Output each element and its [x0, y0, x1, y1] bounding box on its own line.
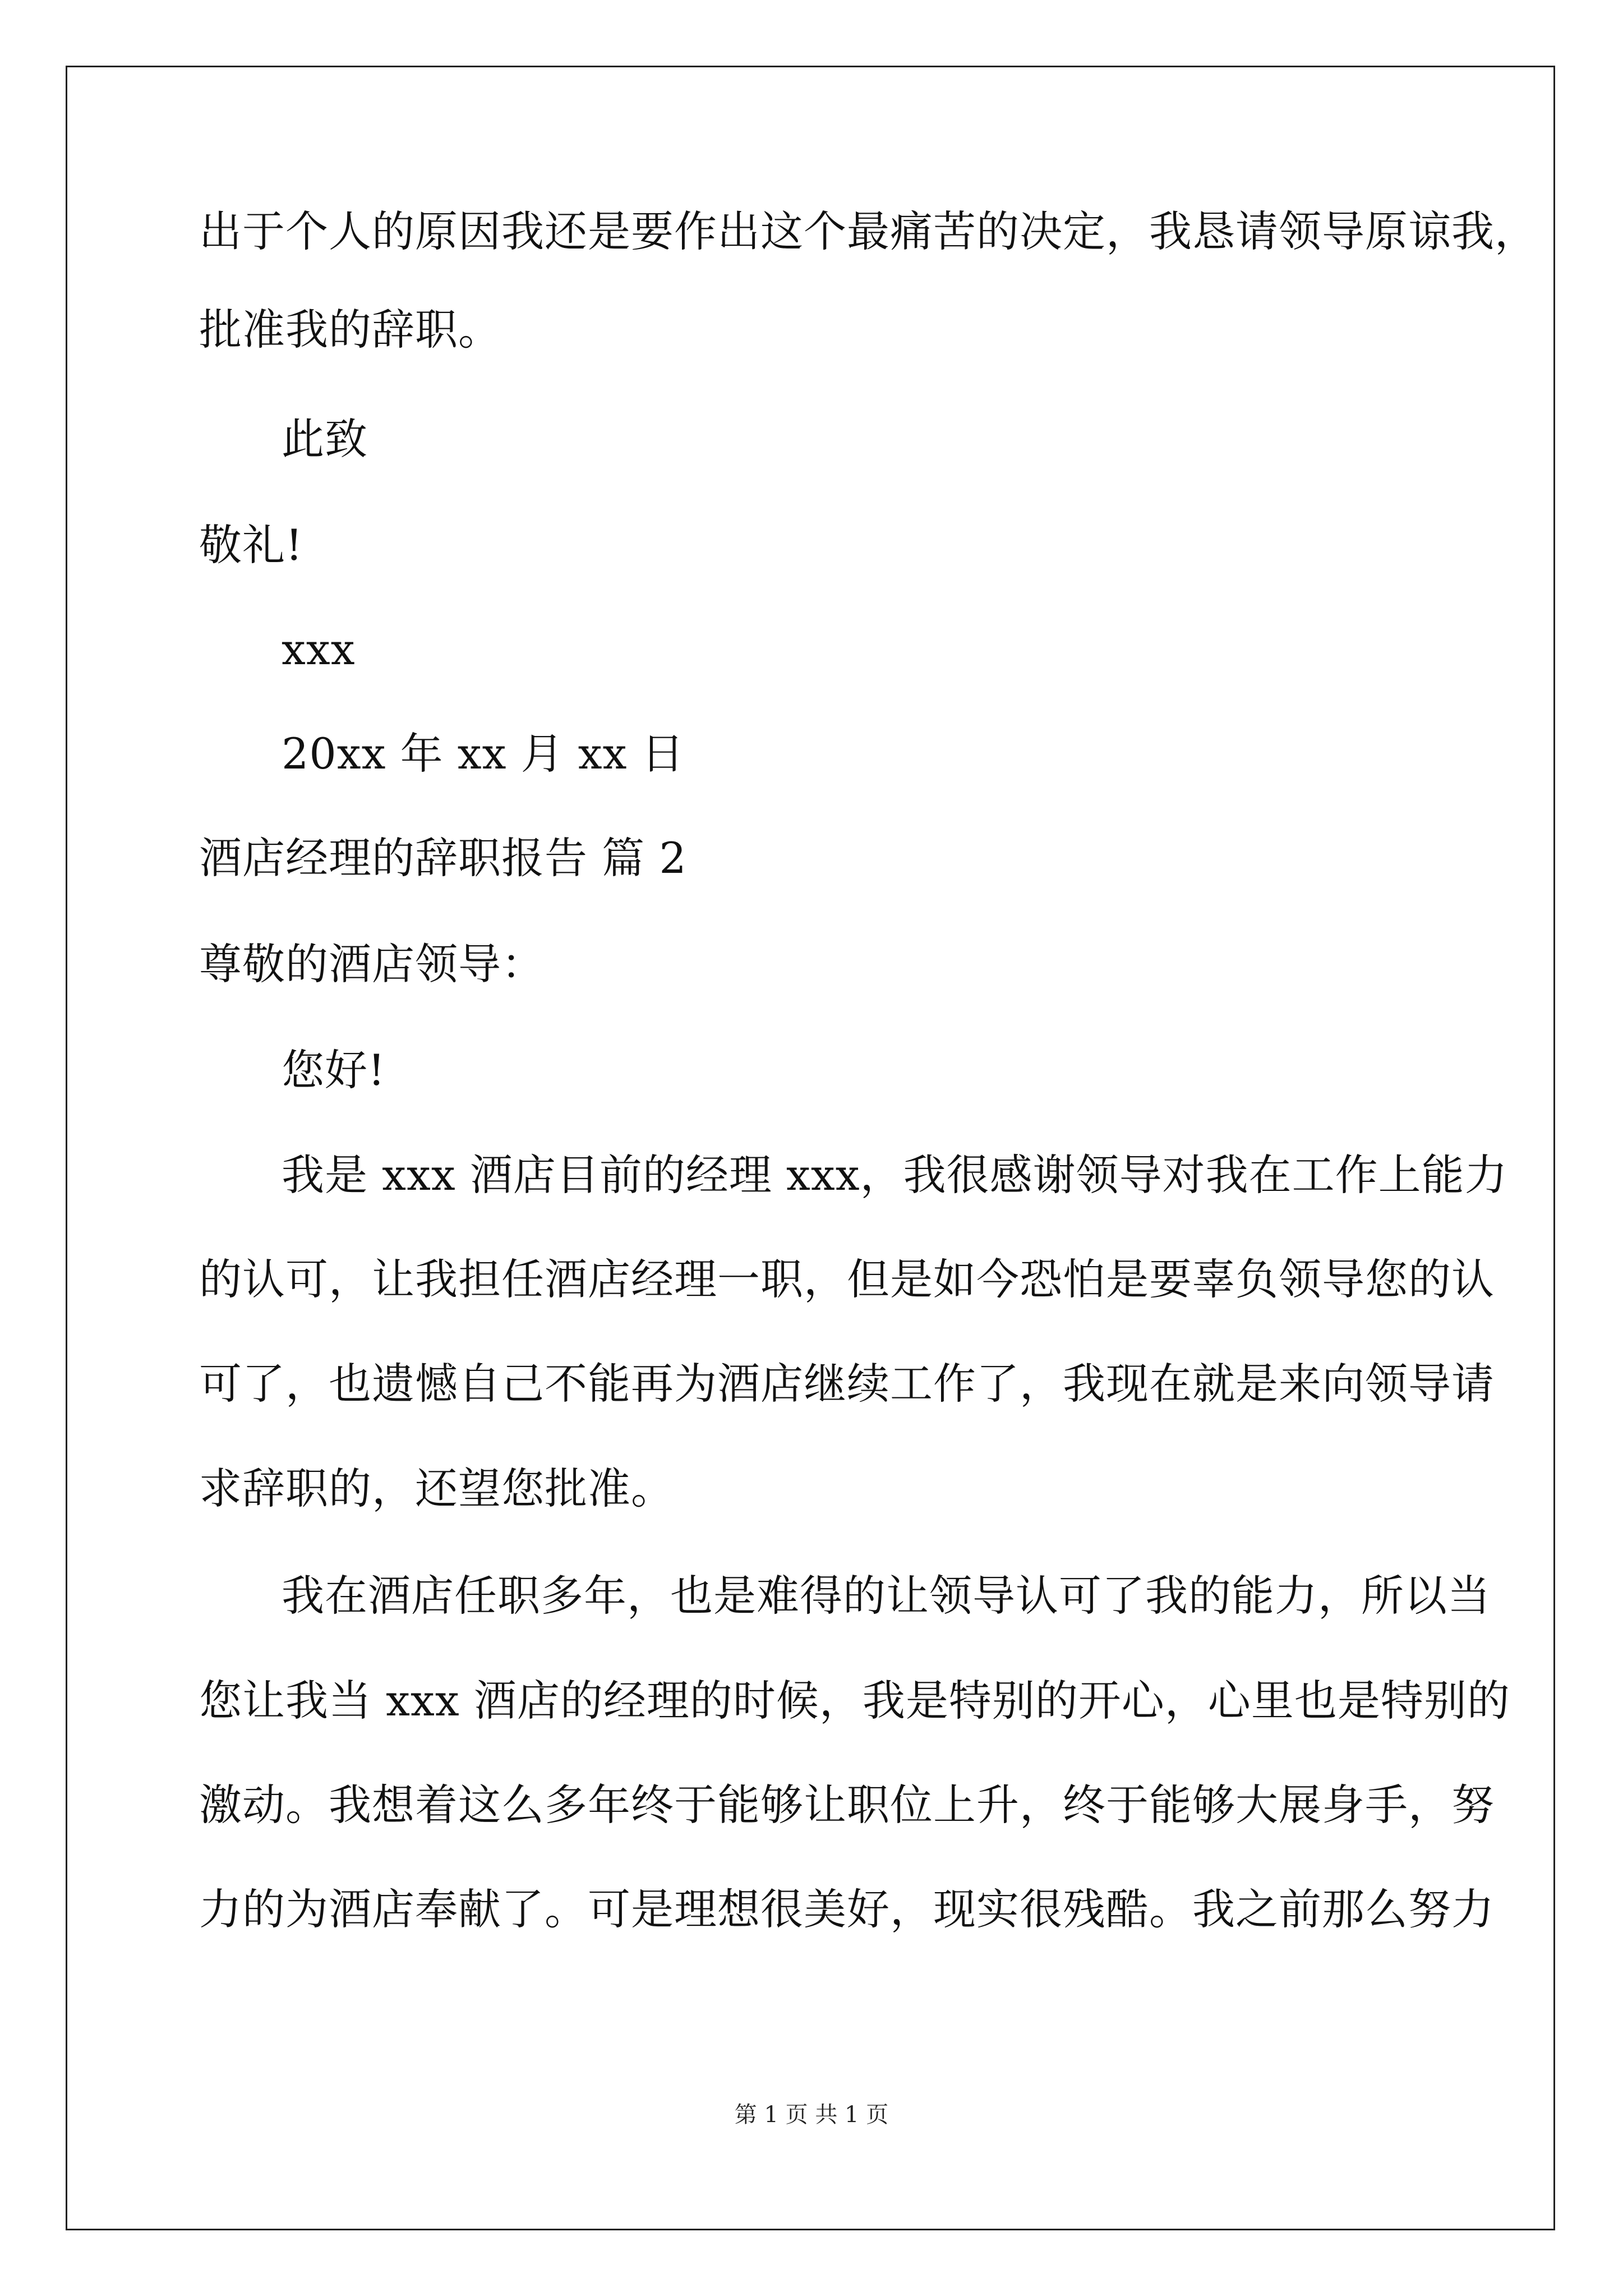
text-line: 的认可，让我担任酒店经理一职，但是如今恐怕是要辜负领导您的认: [199, 1254, 1495, 1304]
letter-greeting: 您好!: [282, 1045, 386, 1095]
section-heading: 酒店经理的辞职报告 篇 2: [199, 833, 687, 883]
text-line: 我在酒店任职多年，也是难得的让领导认可了我的能力，所以当: [282, 1571, 1491, 1621]
text-line: 力的为酒店奉献了。可是理想很美好，现实很残酷。我之前那么努力: [199, 1884, 1495, 1934]
text-line: 求辞职的，还望您批准。: [199, 1464, 674, 1513]
signature-date: 20xx 年 xx 月 xx 日: [282, 729, 685, 779]
text-line: 可了，也遗憾自己不能再为酒店继续工作了，我现在就是来向领导请: [199, 1359, 1495, 1409]
signature-name: xxx: [282, 624, 356, 674]
text-line: 批准我的辞职。: [199, 305, 501, 355]
closing-salutation: 此致: [282, 414, 368, 464]
letter-addressee: 尊敬的酒店领导：: [199, 939, 545, 989]
text-line: 出于个人的原因我还是要作出这个最痛苦的决定，我恳请领导原谅我，: [199, 206, 1538, 256]
text-line: 您让我当 xxx 酒店的经理的时候，我是特别的开心，心里也是特别的: [199, 1676, 1510, 1726]
text-line: 我是 xxx 酒店目前的经理 xxx，我很感谢领导对我在工作上能力: [282, 1150, 1508, 1200]
page-footer: 第 1 页 共 1 页: [734, 2102, 889, 2128]
text-line: 激动。我想着这么多年终于能够让职位上升，终于能够大展身手，努: [199, 1780, 1495, 1830]
closing-regards: 敬礼!: [199, 520, 303, 570]
